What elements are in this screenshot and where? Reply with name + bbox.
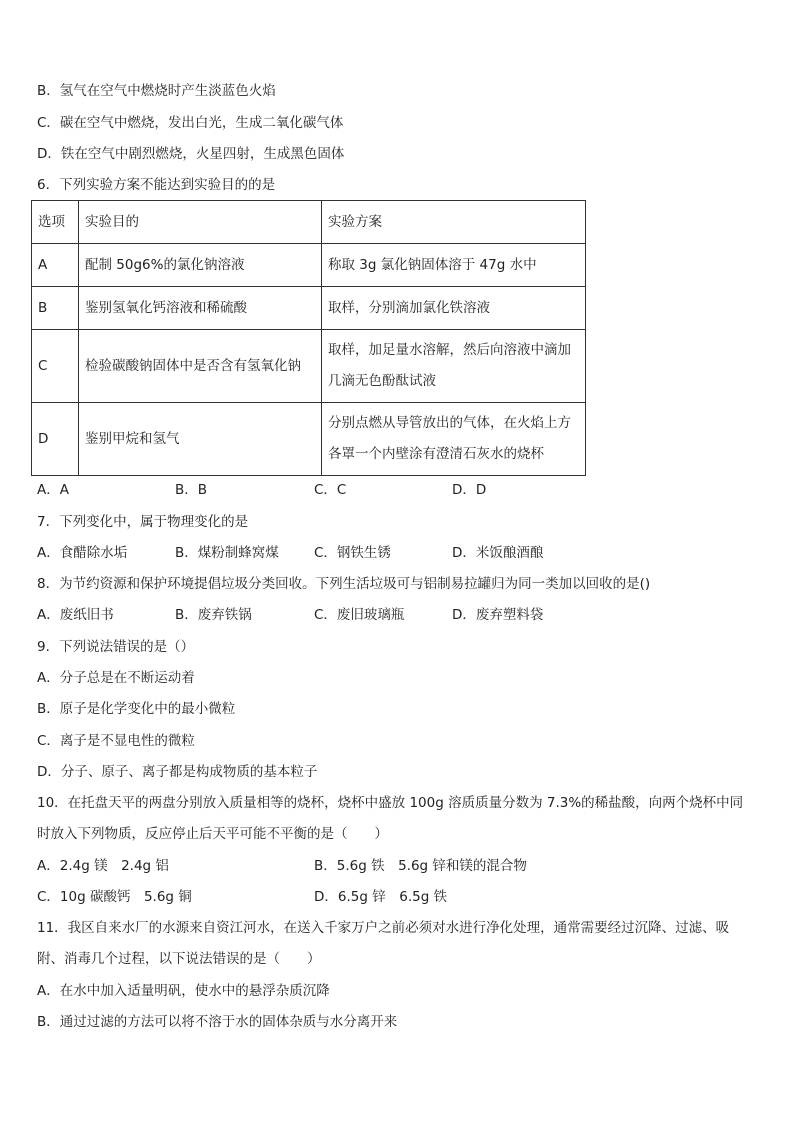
q9-option-a: A．分子总是在不断运动着 (37, 670, 195, 686)
table-row (32, 287, 586, 330)
row-goal: 检验碳酸钠固体中是否含有氢氧化钠 (79, 330, 322, 403)
header-option: 选项 (32, 201, 79, 244)
q10-option-d: D．6.5g 锌 6.5g 铁 (314, 889, 448, 905)
table-row (32, 403, 586, 476)
q10-stem-line2: 时放入下列物质，反应停止后天平可能不平衡的是（ ） (37, 826, 388, 842)
row-goal: 鉴别甲烷和氢气 (79, 403, 322, 476)
q11-stem-line1: 11．我区自来水厂的水源来自资江河水，在送入千家万户之前必须对水进行净化处理，通常需要经过沉降、过滤、吸 (37, 920, 730, 936)
q11-option-b: B．通过过滤的方法可以将不溶于水的固体杂质与水分离开来 (37, 1014, 398, 1030)
q11-option-a: A．在水中加入适量明矾，使水中的悬浮杂质沉降 (37, 983, 330, 999)
q8-stem: 8．为节约资源和保护环境提倡垃圾分类回收。下列生活垃圾可与铝制易拉罐归为同一类加以回收的是() (37, 576, 651, 592)
table-header-row (32, 201, 586, 244)
q10-option-a: A．2.4g 镁 2.4g 铝 (37, 858, 169, 874)
row-goal: 配制 50g6%的氯化钠溶液 (79, 244, 322, 287)
row-option: A (32, 244, 79, 287)
row-plan: 取样，分别滴加氯化铁溶液 (322, 287, 586, 330)
row-plan (322, 403, 586, 476)
q9-option-b: B．原子是化学变化中的最小微粒 (37, 701, 236, 717)
q6-stem: 6．下列实验方案不能达到实验目的的是 (37, 177, 276, 193)
row-goal: 鉴别氢氧化钙溶液和稀硫酸 (79, 287, 322, 330)
q8-option-a: A．废纸旧书 (37, 607, 114, 623)
q5-option-d: D．铁在空气中剧烈燃烧，火星四射，生成黑色固体 (37, 146, 345, 162)
q10-option-c: C．10g 碳酸钙 5.6g 铜 (37, 889, 192, 905)
row-plan-line2: 各罩一个内壁涂有澄清石灰水的烧杯 (328, 446, 544, 462)
header-plan: 实验方案 (322, 201, 586, 244)
q10-stem-line1: 10．在托盘天平的两盘分别放入质量相等的烧杯，烧杯中盛放 100g 溶质质量分数为 7.3%的稀盐酸，向两个烧杯中同 (37, 795, 744, 811)
q7-option-b: B．煤粉制蜂窝煤 (175, 545, 279, 561)
q6-option-b: B．B (175, 482, 208, 498)
row-plan-line2: 几滴无色酚酞试液 (328, 373, 436, 389)
q11-stem-line2: 附、消毒几个过程，以下说法错误的是（ ） (37, 951, 321, 967)
row-option: B (32, 287, 79, 330)
row-option: C (32, 330, 79, 403)
header-goal: 实验目的 (79, 201, 322, 244)
table-row (32, 244, 586, 287)
row-plan (322, 330, 586, 403)
q7-stem: 7．下列变化中，属于物理变化的是 (37, 514, 249, 530)
q6-table (31, 200, 586, 476)
q8-option-b: B．废弃铁锅 (175, 607, 252, 623)
q7-option-c: C．钢铁生锈 (314, 545, 391, 561)
q7-option-d: D．米饭酿酒酿 (452, 545, 544, 561)
q5-option-b: B．氢气在空气中燃烧时产生淡蓝色火焰 (37, 83, 276, 99)
q10-option-b: B．5.6g 铁 5.6g 锌和镁的混合物 (314, 858, 527, 874)
q7-option-a: A．食醋除水垢 (37, 545, 128, 561)
q9-option-d: D．分子、原子、离子都是构成物质的基本粒子 (37, 764, 318, 780)
row-option: D (32, 403, 79, 476)
q8-option-c: C．废旧玻璃瓶 (314, 607, 405, 623)
q9-stem: 9．下列说法错误的是（） (37, 639, 195, 655)
q6-option-a: A．A (37, 482, 69, 498)
table-row (32, 330, 586, 403)
q6-option-c: C．C (314, 482, 347, 498)
row-plan-line1: 分别点燃从导管放出的气体，在火焰上方 (328, 415, 571, 431)
q8-option-d: D．废弃塑料袋 (452, 607, 544, 623)
q6-option-d: D．D (452, 482, 487, 498)
q5-option-c: C．碳在空气中燃烧，发出白光，生成二氧化碳气体 (37, 115, 344, 131)
q9-option-c: C．离子是不显电性的微粒 (37, 733, 195, 749)
row-plan-line1: 取样，加足量水溶解，然后向溶液中滴加 (328, 342, 571, 358)
row-plan: 称取 3g 氯化钠固体溶于 47g 水中 (322, 244, 586, 287)
